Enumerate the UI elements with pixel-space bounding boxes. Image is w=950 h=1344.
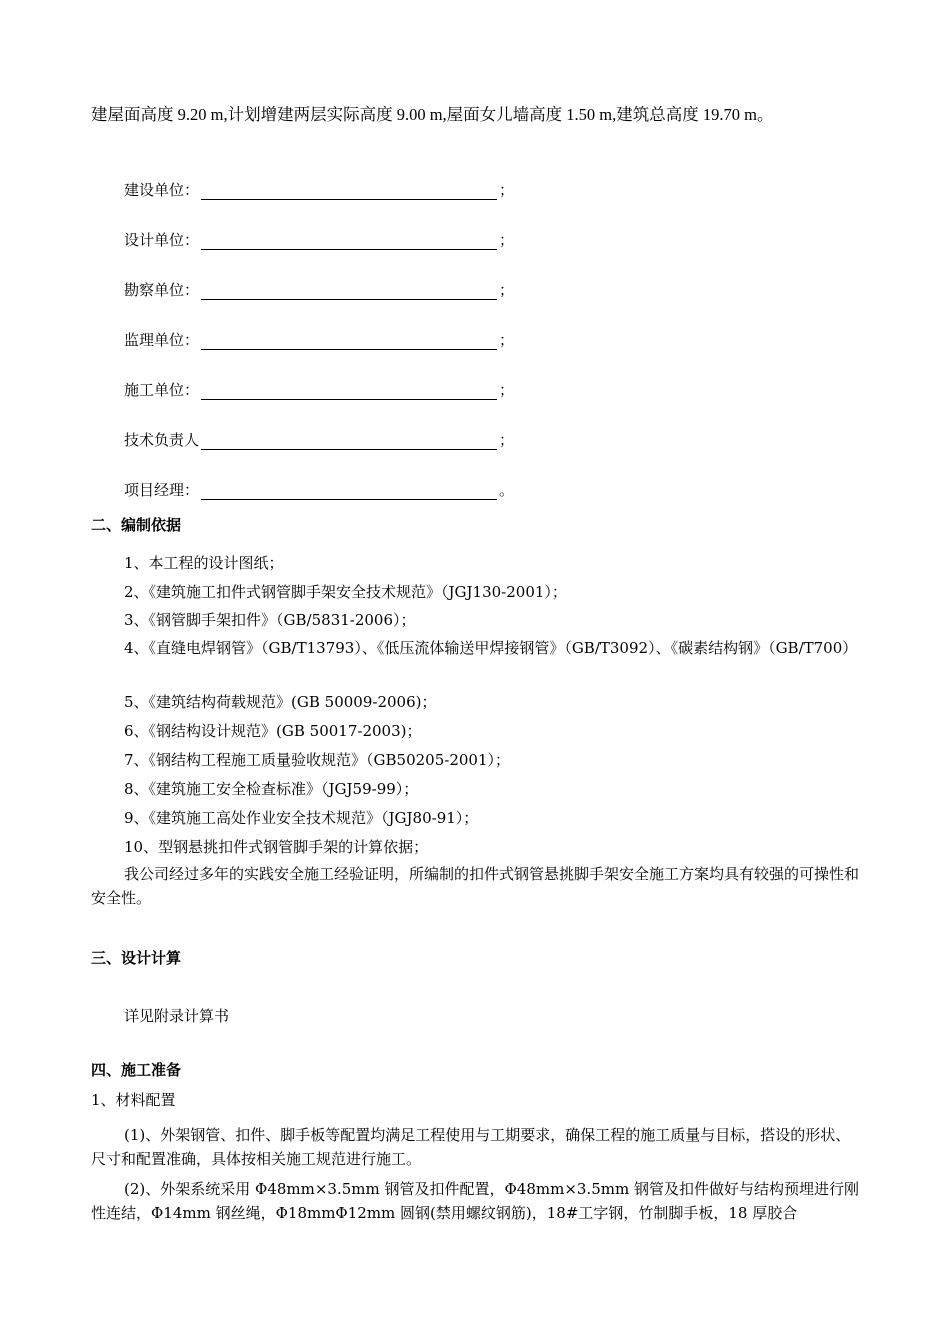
blank-line (201, 281, 497, 300)
list-item: 6、《钢结构设计规范》(GB 50017-2003)； (124, 722, 422, 740)
list-item: 4、《直缝电焊钢管》（GB/T13793）、《低压流体输送甲焊接钢管》（GB/T3092）、《碳素结构钢》（GB/T700） (124, 639, 858, 657)
field-label: 施工单位： (124, 381, 200, 399)
section-heading: 四、施工准备 (91, 1061, 182, 1079)
field-construction-company: 施工单位： ； (124, 381, 515, 399)
paragraph: (1)、外架钢管、扣件、脚手板等配置均满足工程使用与工期要求，确保工程的施工质量与目标，搭设的形状、尺寸和配置准确，具体按相关施工规范进行施工。 (91, 1126, 851, 1168)
intro-paragraph: 建屋面高度 9.20 m,计划增建两层实际高度 9.00 m,屋面女儿墙高度 1.50 m,建筑总高度 19.70 m。 (91, 105, 774, 124)
section-text: 详见附录计算书 (124, 1007, 230, 1025)
list-item: 5、《建筑结构荷载规范》(GB 50009-2006)； (124, 693, 437, 711)
field-technical-lead: 技术负责人 ； (124, 431, 515, 449)
field-supervision-unit: 监理单位： ； (124, 331, 515, 349)
field-label: 项目经理： (124, 481, 200, 499)
field-label: 技术负责人 (124, 431, 200, 449)
field-label: 设计单位： (124, 231, 200, 249)
blank-line (201, 481, 497, 500)
blank-line (201, 231, 497, 250)
field-construction-unit: 建设单位： ； (124, 181, 515, 199)
field-survey-unit: 勘察单位： ； (124, 281, 515, 299)
blank-line (201, 181, 497, 200)
list-item: 7、《钢结构工程施工质量验收规范》（GB50205-2001）； (124, 751, 511, 769)
list-item: 10、型钢悬挑扣件式钢管脚手架的计算依据； (124, 838, 429, 856)
blank-line (201, 381, 497, 400)
list-item: 1、本工程的设计图纸； (124, 554, 284, 572)
paragraph: (2)、外架系统采用 Φ48mm×3.5mm 钢管及扣件配置，Φ48mm×3.5mm 钢管及扣件做好与结构预埋进行刚性连结，Φ14mm 钢丝绳，Φ18mmΦ12mm 圆钢(禁用螺纹钢筋)，18#工字钢，竹制脚手板，18 厚胶合 (91, 1180, 859, 1222)
list-item: 8、《建筑施工安全检查标准》（JGJ59-99）； (124, 780, 419, 798)
field-label: 建设单位： (124, 181, 200, 199)
field-label: 勘察单位： (124, 281, 200, 299)
field-project-manager: 项目经理： 。 (124, 481, 515, 499)
list-item: 9、《建筑施工高处作业安全技术规范》（JGJ80-91）； (124, 809, 479, 827)
subsection-heading: 1、材料配置 (91, 1091, 176, 1109)
list-item: 2、《建筑施工扣件式钢管脚手架安全技术规范》（JGJ130-2001）； (124, 583, 567, 601)
field-design-unit: 设计单位： ； (124, 231, 515, 249)
summary-paragraph: 我公司经过多年的实践安全施工经验证明，所编制的扣件式钢管悬挑脚手架安全施工方案均具有较强的可操性和安全性。 (91, 865, 860, 907)
list-item: 3、《钢管脚手架扣件》（GB/5831-2006）； (124, 611, 416, 629)
field-label: 监理单位： (124, 331, 200, 349)
section-heading: 二、编制依据 (91, 516, 182, 534)
section-heading: 三、设计计算 (91, 949, 182, 967)
blank-line (201, 431, 497, 450)
blank-line (201, 331, 497, 350)
